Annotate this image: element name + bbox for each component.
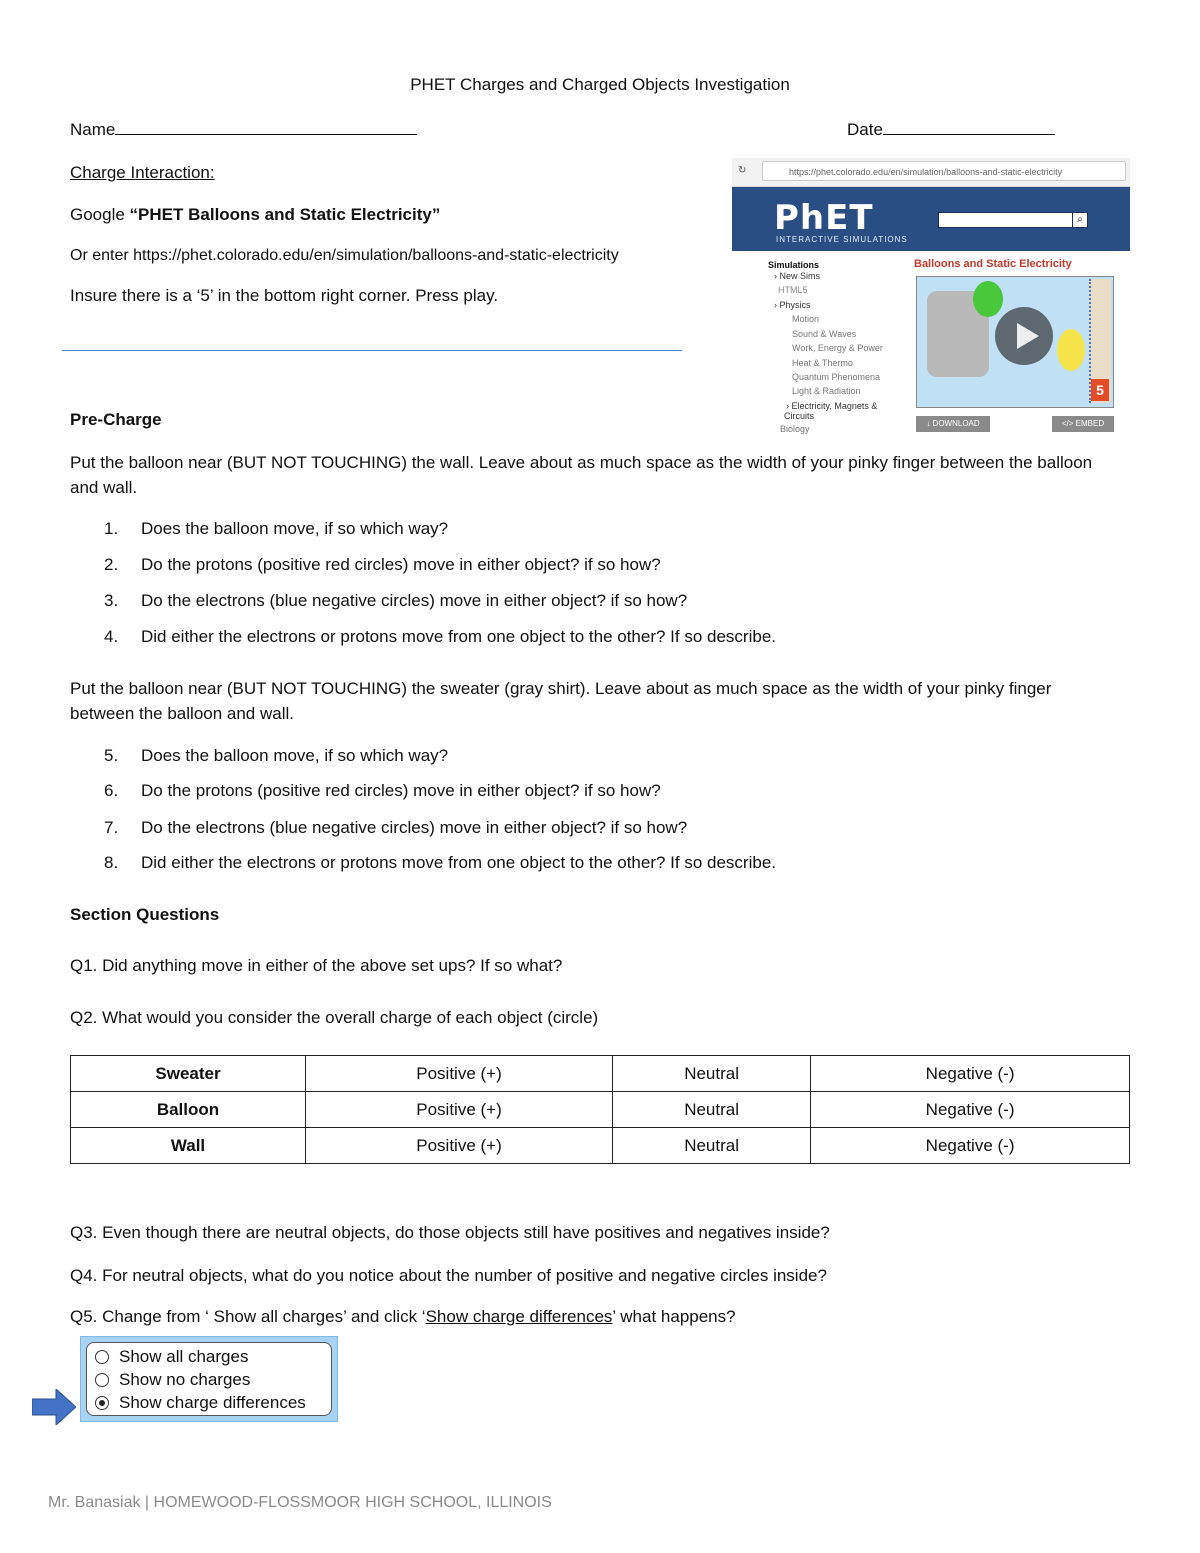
question-number: 7.	[104, 818, 119, 837]
nav-item: Light & Radiation	[792, 386, 861, 396]
object-cell: Balloon	[71, 1092, 306, 1128]
question-text: Does the balloon move, if so which way?	[141, 519, 449, 538]
radio-show-charge-differences[interactable]	[95, 1392, 306, 1414]
phet-banner	[732, 187, 1130, 251]
yellow-balloon-graphic	[1057, 329, 1085, 371]
insure-instruction: Insure there is a ‘5’ in the bottom right corner. Press play.	[70, 286, 499, 305]
radio-label: Show all charges	[119, 1347, 249, 1366]
green-balloon-graphic	[973, 281, 1003, 317]
play-icon	[995, 307, 1053, 365]
nav-item: Heat & Thermo	[792, 358, 853, 368]
radio-selected-icon[interactable]	[95, 1396, 109, 1410]
pre-charge-intro: Put the balloon near (BUT NOT TOUCHING) the wall. Leave about as much space as the width of your pinky finger between the balloon and wall.	[70, 453, 1093, 497]
question-text: Do the protons (positive red circles) move in either object? if so how?	[141, 555, 661, 574]
nav-item: Motion	[792, 314, 820, 324]
positive-option[interactable]: Positive (+)	[306, 1092, 613, 1128]
question-text: Did either the electrons or protons move from one object to the other? If so describe.	[141, 853, 777, 872]
question-q3: Q3. Even though there are neutral objects, do those objects still have positives and negatives inside?	[70, 1223, 830, 1242]
neutral-option[interactable]: Neutral	[613, 1056, 811, 1092]
date-blank	[883, 118, 1055, 135]
phet-search-input	[938, 212, 1074, 228]
question-q2: Q2. What would you consider the overall charge of each object (circle)	[70, 1008, 599, 1027]
nav-item: Sound & Waves	[792, 329, 857, 339]
page-footer: Mr. Banasiak | HOMEWOOD-FLOSSMOOR HIGH SCHOOL, ILLINOIS	[48, 1494, 552, 1511]
q5-suffix: ’ what happens?	[612, 1307, 736, 1326]
pre-charge-heading: Pre-Charge	[70, 410, 162, 429]
phet-website-screenshot	[732, 158, 1130, 434]
object-cell: Wall	[71, 1128, 306, 1164]
nav-item: › New Sims	[774, 271, 821, 281]
negative-option[interactable]: Negative (-)	[811, 1092, 1130, 1128]
browser-address-bar	[732, 158, 1130, 187]
question-number: 3.	[104, 591, 119, 610]
question-text: Do the electrons (blue negative circles) move in either object? if so how?	[141, 818, 688, 837]
table-row	[71, 1092, 1130, 1128]
date-field	[847, 118, 1055, 141]
name-label: Name	[70, 120, 116, 139]
charge-display-options	[86, 1342, 332, 1416]
neutral-option[interactable]: Neutral	[613, 1092, 811, 1128]
embed-button: </> EMBED	[1052, 416, 1114, 432]
sim-preview-image	[916, 276, 1114, 408]
question-number: 1.	[104, 519, 119, 538]
nav-item: Quantum Phenomena	[792, 372, 881, 382]
sim-title: Balloons and Static Electricity	[914, 258, 1072, 270]
charge-interaction-heading: Charge Interaction:	[70, 163, 215, 182]
question-number: 2.	[104, 555, 119, 574]
radio-show-no-charges[interactable]	[95, 1369, 250, 1391]
phet-logo: PhET	[774, 198, 874, 238]
pointer-arrow-icon	[32, 1389, 76, 1425]
neutral-option[interactable]: Neutral	[613, 1128, 811, 1164]
nav-item: Biology	[780, 424, 810, 434]
html5-badge: 5	[1091, 379, 1109, 401]
nav-item: HTML5	[778, 285, 808, 295]
positive-option[interactable]: Positive (+)	[306, 1056, 613, 1092]
nav-item: Work, Energy & Power	[792, 343, 883, 353]
google-term: “PHET Balloons and Static Electricity”	[129, 205, 441, 224]
question-number: 8.	[104, 853, 119, 872]
question-text: Do the electrons (blue negative circles) move in either object? if so how?	[141, 591, 688, 610]
question-number: 6.	[104, 781, 119, 800]
question-text: Did either the electrons or protons move from one object to the other? If so describe.	[141, 627, 777, 646]
google-prefix: Google	[70, 205, 130, 224]
question-q4: Q4. For neutral objects, what do you notice about the number of positive and negative circles inside?	[70, 1266, 827, 1285]
download-button: ↓ DOWNLOAD	[916, 416, 990, 432]
positive-option[interactable]: Positive (+)	[306, 1128, 613, 1164]
q5-link-text: Show charge differences	[425, 1307, 613, 1326]
radio-circle-icon[interactable]	[95, 1350, 109, 1364]
table-row	[71, 1056, 1130, 1092]
question-text: Do the protons (positive red circles) move in either object? if so how?	[141, 781, 661, 800]
phet-sidebar-nav	[766, 258, 906, 434]
charge-table	[70, 1055, 1130, 1164]
url-instruction: Or enter https://phet.colorado.edu/en/simulation/balloons-and-static-electricity	[70, 247, 619, 264]
nav-item: Simulations	[768, 260, 820, 270]
date-label: Date	[847, 120, 883, 139]
phet-logo-subtitle: INTERACTIVE SIMULATIONS	[776, 235, 908, 244]
question-q5	[70, 1306, 736, 1328]
question-number: 4.	[104, 627, 119, 646]
radio-show-all-charges[interactable]	[95, 1346, 248, 1368]
search-icon: ⌕	[1072, 212, 1088, 228]
nav-item: › Electricity, Magnets &	[786, 401, 878, 411]
question-text: Does the balloon move, if so which way?	[141, 746, 449, 765]
name-blank	[115, 118, 417, 135]
charge-display-panel	[80, 1336, 338, 1422]
name-field	[70, 118, 417, 141]
negative-option[interactable]: Negative (-)	[811, 1128, 1130, 1164]
negative-option[interactable]: Negative (-)	[811, 1056, 1130, 1092]
nav-item: Circuits	[784, 411, 815, 421]
question-number: 5.	[104, 746, 119, 765]
sweater-intro: Put the balloon near (BUT NOT TOUCHING) the sweater (gray shirt). Leave about as much space as the width of your pinky finger between the balloon and wall.	[70, 679, 1052, 723]
section-questions-heading: Section Questions	[70, 905, 220, 924]
reload-icon: ↻	[738, 165, 747, 176]
divider-line	[62, 350, 682, 351]
radio-label: Show charge differences	[119, 1393, 306, 1412]
q5-prefix: Q5. Change from ‘ Show all charges’ and click ‘	[70, 1307, 426, 1326]
page-title: PHET Charges and Charged Objects Investigation	[410, 75, 790, 94]
nav-item: › Physics	[774, 300, 811, 310]
radio-circle-icon[interactable]	[95, 1373, 109, 1387]
google-instruction	[70, 204, 440, 226]
url-text: https://phet.colorado.edu/en/simulation/balloons-and-static-electricity	[762, 161, 1126, 181]
table-row	[71, 1128, 1130, 1164]
object-cell: Sweater	[71, 1056, 306, 1092]
question-q1: Q1. Did anything move in either of the above set ups? If so what?	[70, 956, 563, 975]
radio-label: Show no charges	[119, 1370, 251, 1389]
